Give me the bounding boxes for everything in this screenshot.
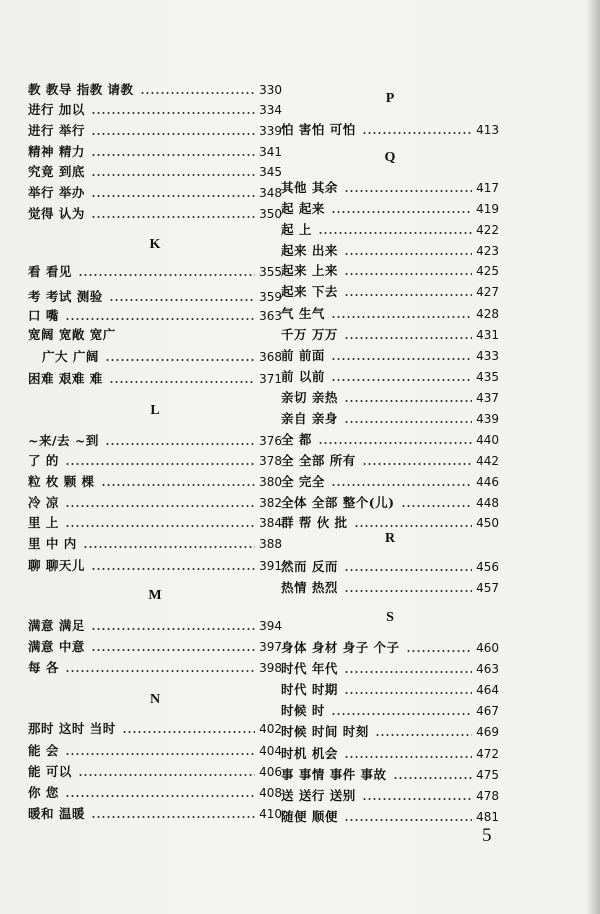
index-entry: [28, 741, 282, 761]
entry-terms: 考 考试 测验: [28, 289, 103, 304]
entry-page-number: 417: [476, 181, 499, 195]
dot-leader: [91, 816, 255, 818]
dot-leader: [344, 190, 472, 192]
index-entry: [281, 807, 499, 827]
index-entry: [281, 304, 499, 324]
dot-leader: [406, 650, 473, 652]
entry-page-number: 406: [259, 765, 282, 779]
dot-leader: [83, 546, 255, 548]
dot-leader: [344, 756, 472, 758]
entry-page-number: 359: [259, 290, 282, 304]
page-number: 5: [482, 825, 492, 846]
entry-terms: 时候 时: [281, 703, 325, 718]
index-entry: [28, 658, 282, 678]
entry-terms: 你 您: [28, 785, 59, 800]
dot-leader: [393, 777, 473, 779]
entry-terms: 气 生气: [281, 306, 325, 321]
entry-page-number: 378: [259, 454, 282, 468]
dot-leader: [65, 525, 255, 527]
entry-page-number: 433: [476, 349, 499, 363]
entry-terms: 起 上: [281, 222, 312, 237]
dot-leader: [344, 671, 472, 673]
dot-leader: [344, 337, 472, 339]
entry-terms: 时机 机会: [281, 746, 338, 761]
entry-page-number: 440: [476, 433, 499, 447]
entry-terms: 教 教导 指教 请教: [28, 82, 134, 97]
entry-page-number: 446: [476, 475, 499, 489]
entry-terms: 那时 这时 当时: [28, 721, 116, 736]
entry-terms: 每 各: [28, 660, 59, 675]
index-entry: [281, 409, 499, 429]
index-entry: [281, 472, 499, 492]
entry-terms: 时代 年代: [281, 661, 338, 676]
entry-page-number: 341: [259, 145, 282, 159]
entry-page-number: 355: [259, 265, 282, 279]
dot-leader: [65, 318, 255, 320]
index-entry: [28, 431, 282, 451]
index-entry: [281, 120, 499, 140]
dot-leader: [105, 443, 255, 445]
index-entry: [281, 578, 499, 598]
entry-terms: 觉得 认为: [28, 206, 85, 221]
dot-leader: [401, 505, 473, 507]
index-entry: [28, 287, 282, 307]
entry-terms: 送 送行 送别: [281, 788, 356, 803]
section-letter-heading: R: [384, 531, 396, 546]
entry-page-number: 398: [259, 661, 282, 675]
entry-page-number: 391: [259, 559, 282, 573]
dot-leader: [318, 232, 472, 234]
entry-terms: 冷 凉: [28, 495, 59, 510]
entry-page-number: 345: [259, 165, 282, 179]
dot-leader: [375, 734, 472, 736]
dot-leader: [109, 381, 255, 383]
index-entry: [28, 306, 282, 326]
index-entry: [281, 701, 499, 721]
dot-leader: [91, 216, 255, 218]
index-entry: [281, 493, 499, 513]
entry-terms: 前 以前: [281, 369, 325, 384]
entry-terms: 暖和 温暖: [28, 806, 85, 821]
dot-leader: [318, 442, 472, 444]
dot-leader: [122, 731, 255, 733]
dot-leader: [344, 590, 472, 592]
entry-terms: 时代 时期: [281, 682, 338, 697]
dot-leader: [344, 294, 472, 296]
entry-page-number: 376: [259, 434, 282, 448]
entry-terms: 亲切 亲热: [281, 390, 338, 405]
entry-page-number: 339: [259, 124, 282, 138]
dot-leader: [362, 463, 472, 465]
index-entry: [28, 451, 282, 471]
entry-page-number: 363: [259, 309, 282, 323]
entry-page-number: 464: [476, 683, 499, 697]
index-entry: [28, 616, 282, 636]
index-entry: [281, 430, 499, 450]
dot-leader: [91, 649, 255, 651]
section-letter-heading: S: [386, 610, 394, 625]
entry-page-number: 469: [476, 725, 499, 739]
entry-page-number: 481: [476, 810, 499, 824]
index-entry: [281, 744, 499, 764]
entry-terms: 其他 其余: [281, 180, 338, 195]
entry-page-number: 450: [476, 516, 499, 530]
index-entry: [281, 282, 499, 302]
entry-page-number: 460: [476, 641, 499, 655]
dot-leader: [331, 211, 472, 213]
entry-page-number: 348: [259, 186, 282, 200]
dot-leader: [344, 253, 472, 255]
section-letter-heading: Q: [384, 150, 396, 165]
index-entry: [281, 346, 499, 366]
entry-terms: 身体 身材 身子 个子: [281, 640, 400, 655]
entry-page-number: 478: [476, 789, 499, 803]
entry-terms: 看 看见: [28, 264, 72, 279]
entry-page-number: 442: [476, 454, 499, 468]
entry-terms: 口 嘴: [28, 308, 59, 323]
index-entry: [281, 220, 499, 240]
dot-leader: [331, 484, 472, 486]
index-entry: [28, 804, 282, 824]
index-entry: [281, 659, 499, 679]
index-entry: [28, 100, 282, 120]
dot-leader: [78, 774, 255, 776]
entry-terms: 全 全部 所有: [281, 453, 356, 468]
index-entry: [281, 325, 499, 345]
dot-leader: [105, 359, 255, 361]
index-entry: [281, 557, 499, 577]
dot-leader: [65, 670, 255, 672]
dot-leader: [91, 628, 255, 630]
section-letter-heading: P: [385, 91, 395, 106]
index-entry: [281, 786, 499, 806]
dot-leader: [331, 358, 472, 360]
index-entry: [28, 204, 282, 224]
entry-terms: 时候 时间 时刻: [281, 724, 369, 739]
index-entry: [28, 513, 282, 533]
index-entry: [281, 722, 499, 742]
dot-leader: [344, 819, 472, 821]
entry-page-number: 334: [259, 103, 282, 117]
entry-page-number: 382: [259, 496, 282, 510]
entry-page-number: 428: [476, 307, 499, 321]
index-entry: [28, 762, 282, 782]
entry-terms: 全体 全部 整个(儿): [281, 495, 395, 510]
index-entry: [28, 556, 282, 576]
entry-page-number: 384: [259, 516, 282, 530]
index-entry: [28, 493, 282, 513]
entry-terms: 起 起来: [281, 201, 325, 216]
entry-page-number: 448: [476, 496, 499, 510]
entry-terms: 全 完全: [281, 474, 325, 489]
index-entry: [28, 637, 282, 657]
entry-page-number: 397: [259, 640, 282, 654]
entry-page-number: 410: [259, 807, 282, 821]
entry-terms: 前 前面: [281, 348, 325, 363]
entry-terms: 满意 中意: [28, 639, 85, 654]
entry-terms: 精神 精力: [28, 144, 85, 159]
entry-terms: 事 事情 事件 事故: [281, 767, 387, 782]
entry-page-number: 439: [476, 412, 499, 426]
dot-leader: [331, 713, 472, 715]
index-entry: [28, 142, 282, 162]
entry-page-number: 457: [476, 581, 499, 595]
section-letter-heading: K: [149, 237, 161, 252]
entry-terms: 粒 枚 颗 棵: [28, 474, 95, 489]
dot-leader: [344, 400, 472, 402]
index-entry: [28, 783, 282, 803]
entry-page-number: 423: [476, 244, 499, 258]
index-entry: [28, 369, 282, 389]
entry-page-number: 388: [259, 537, 282, 551]
section-letter-heading: N: [149, 692, 161, 707]
entry-terms: 千万 万万: [281, 327, 338, 342]
entry-page-number: 435: [476, 370, 499, 384]
entry-terms: 起来 上来: [281, 263, 338, 278]
entry-terms: 随便 顺便: [281, 809, 338, 824]
entry-terms: 亲自 亲身: [281, 411, 338, 426]
entry-page-number: 422: [476, 223, 499, 237]
entry-page-number: 431: [476, 328, 499, 342]
entry-page-number: 404: [259, 744, 282, 758]
index-entry: [28, 534, 282, 554]
index-entry: [28, 719, 282, 739]
index-entry: [281, 178, 499, 198]
entry-page-number: 425: [476, 264, 499, 278]
index-entry: [281, 261, 499, 281]
entry-terms: 起来 出来: [281, 243, 338, 258]
dot-leader: [344, 273, 472, 275]
entry-page-number: 475: [476, 768, 499, 782]
entry-terms: 群 帮 伙 批: [281, 515, 348, 530]
index-entry: [28, 262, 282, 282]
section-letter-heading: M: [148, 588, 162, 603]
dot-leader: [65, 753, 255, 755]
entry-page-number: 456: [476, 560, 499, 574]
dot-leader: [354, 525, 473, 527]
entry-page-number: 408: [259, 786, 282, 800]
dot-leader: [101, 484, 256, 486]
dot-leader: [91, 154, 255, 156]
index-entry: [28, 347, 282, 367]
entry-terms: 了 的: [28, 453, 59, 468]
entry-page-number: 368: [259, 350, 282, 364]
entry-terms: 热情 热烈: [281, 580, 338, 595]
entry-page-number: 463: [476, 662, 499, 676]
entry-page-number: 350: [259, 207, 282, 221]
entry-page-number: 437: [476, 391, 499, 405]
entry-page-number: 413: [476, 123, 499, 137]
dot-leader: [362, 132, 472, 134]
index-entry: [281, 241, 499, 261]
section-letter-heading: L: [150, 403, 160, 418]
dot-leader: [362, 798, 472, 800]
index-entry: [28, 183, 282, 203]
entry-terms: 广大 广阔: [42, 349, 99, 364]
entry-page-number: 380: [259, 475, 282, 489]
dot-leader: [109, 299, 255, 301]
dot-leader: [78, 274, 255, 276]
index-entry: [281, 199, 499, 219]
dot-leader: [91, 174, 255, 176]
entry-terms: 能 会: [28, 743, 59, 758]
dot-leader: [344, 421, 472, 423]
entry-page-number: 467: [476, 704, 499, 718]
index-entry: [281, 638, 499, 658]
entry-terms: 进行 加以: [28, 102, 85, 117]
index-entry: [281, 388, 499, 408]
entry-terms: 起来 下去: [281, 284, 338, 299]
entry-terms: 怕 害怕 可怕: [281, 122, 356, 137]
entry-terms: 困难 艰难 难: [28, 371, 103, 386]
entry-terms: 能 可以: [28, 764, 72, 779]
index-entry: [281, 451, 499, 471]
entry-terms: 宽阔 宽敞 宽广: [28, 327, 116, 342]
dot-leader: [65, 463, 255, 465]
dot-leader: [140, 92, 256, 94]
dot-leader: [65, 795, 255, 797]
dot-leader: [344, 569, 472, 571]
index-entry: [28, 325, 282, 345]
dot-leader: [65, 505, 255, 507]
dot-leader: [91, 133, 255, 135]
entry-terms: 里 中 内: [28, 536, 77, 551]
index-entry: [28, 121, 282, 141]
dot-leader: [91, 112, 255, 114]
dot-leader: [91, 568, 255, 570]
entry-terms: 举行 举办: [28, 185, 85, 200]
index-entry: [281, 765, 499, 785]
entry-terms: 进行 举行: [28, 123, 85, 138]
dot-leader: [331, 379, 472, 381]
entry-terms: 然而 反而: [281, 559, 338, 574]
entry-page-number: 330: [259, 83, 282, 97]
index-entry: [28, 472, 282, 492]
index-entry: [28, 80, 282, 100]
entry-page-number: 402: [259, 722, 282, 736]
entry-terms: 究竟 到底: [28, 164, 85, 179]
entry-terms: ~来/去 ~到: [28, 433, 99, 448]
entry-page-number: 427: [476, 285, 499, 299]
dot-leader: [331, 316, 472, 318]
entry-page-number: 472: [476, 747, 499, 761]
index-entry: [281, 680, 499, 700]
entry-terms: 里 上: [28, 515, 59, 530]
dot-leader: [344, 692, 472, 694]
entry-page-number: 419: [476, 202, 499, 216]
entry-terms: 全 都: [281, 432, 312, 447]
index-entry: [28, 162, 282, 182]
entry-page-number: 394: [259, 619, 282, 633]
index-entry: [281, 367, 499, 387]
entry-terms: 满意 满足: [28, 618, 85, 633]
entry-terms: 聊 聊天儿: [28, 558, 85, 573]
entry-page-number: 371: [259, 372, 282, 386]
dot-leader: [91, 195, 255, 197]
